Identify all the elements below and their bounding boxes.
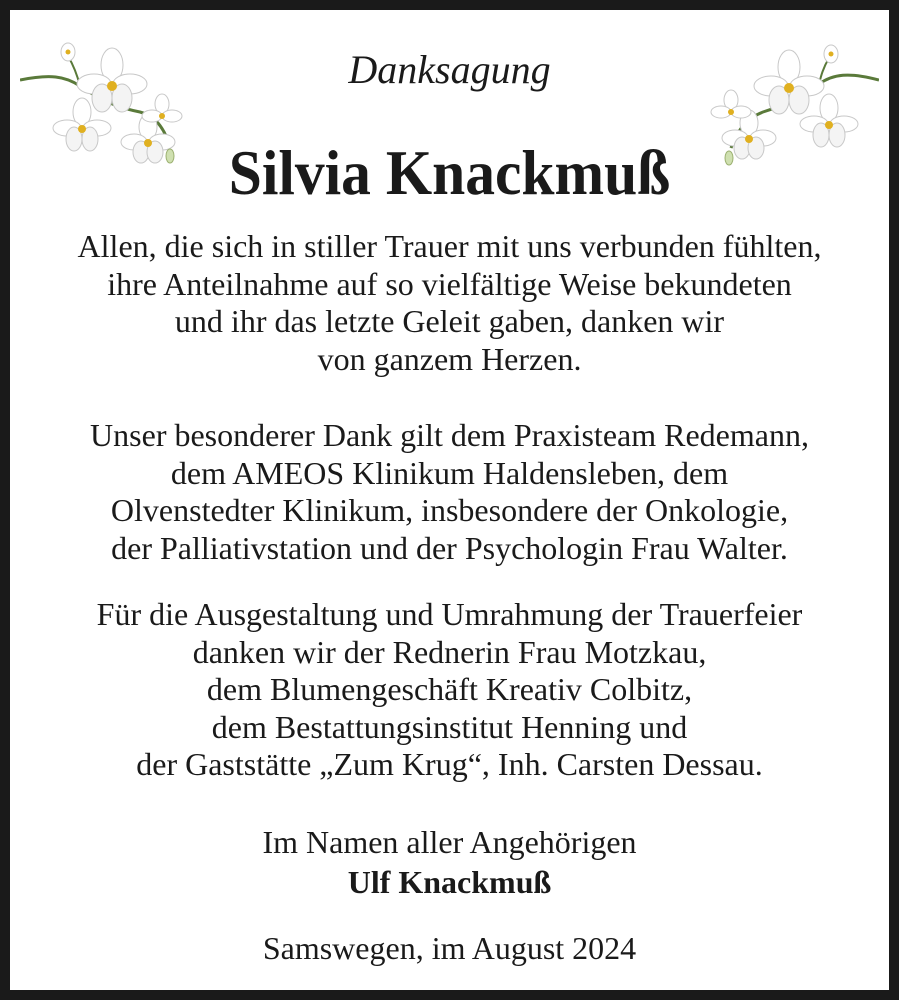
paragraph-line: danken wir der Rednerin Frau Motzkau, <box>192 633 707 670</box>
paragraph-line: Olvenstedter Klinikum, insbesondere der Onkologie, <box>110 492 789 528</box>
thanks-paragraph-3 <box>10 596 889 784</box>
place-date: Samswegen, im August 2024 <box>262 930 637 966</box>
paragraph-line: der Palliativstation und der Psychologin Frau Walter. <box>111 529 788 566</box>
paragraph-line: ihre Anteilnahme auf so vielfältige Weise bekundeten <box>107 265 792 302</box>
paragraph-line: Unser besonderer Dank gilt dem Praxisteam Redemann, <box>90 417 809 453</box>
paragraph-line: Allen, die sich in stiller Trauer mit uns verbunden fühlten, <box>77 228 822 264</box>
paragraph-line: dem AMEOS Klinikum Haldensleben, dem <box>170 454 729 491</box>
thanks-paragraph-2 <box>10 417 889 567</box>
paragraph-line: Für die Ausgestaltung und Umrahmung der Trauerfeier <box>96 596 803 632</box>
paragraph-line: dem Bestattungsinstitut Henning und <box>211 708 688 745</box>
paragraph-line: dem Blumengeschäft Kreativ Colbitz, <box>206 671 693 707</box>
paragraph-line: und ihr das letzte Geleit gaben, danken wir <box>174 303 725 339</box>
paragraph-line: der Gaststätte „Zum Krug“, Inh. Carsten Dessau. <box>136 746 763 782</box>
deceased-name: Silvia Knackmuß <box>228 137 671 208</box>
notice-heading: Danksagung <box>348 47 551 92</box>
signature-intro: Im Namen aller Angehörigen <box>262 824 637 860</box>
signature-block <box>10 822 889 902</box>
thanks-paragraph-1 <box>10 228 889 378</box>
signer-name: Ulf Knackmuß <box>347 864 552 900</box>
paragraph-line: von ganzem Herzen. <box>317 340 582 377</box>
